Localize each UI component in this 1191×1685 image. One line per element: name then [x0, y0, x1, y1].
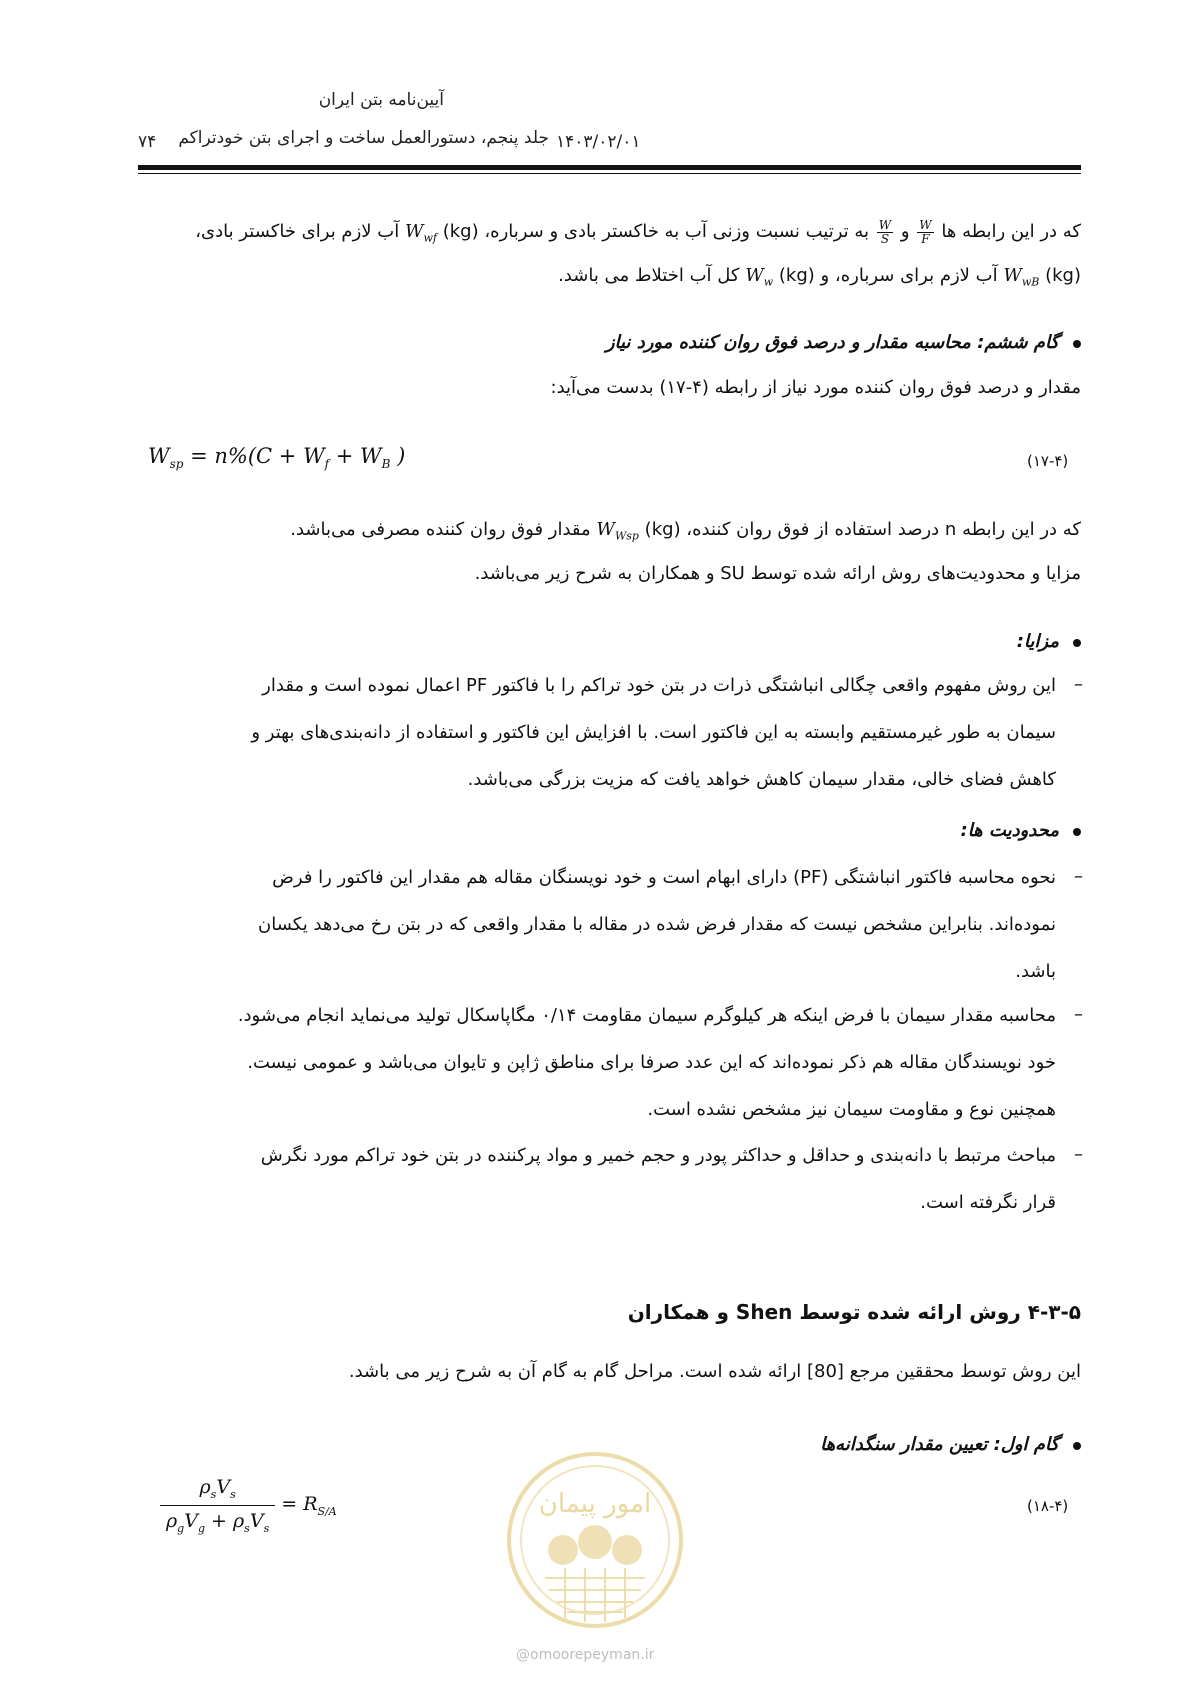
watermark-logo-text: امور پیمان [538, 1489, 652, 1519]
dash-marker: – [1074, 1144, 1083, 1165]
fraction-w-over-f: $\frac{W}{F}$ [919, 217, 932, 246]
symbol-wwf: $W_{wf}$ [404, 221, 437, 245]
limitation-item-1 [116, 860, 1056, 990]
step6-summary: مزایا و محدودیت‌های روش ارائه شده توسط SU و همکاران به شرح زیر می‌باشد. [474, 563, 1081, 584]
text-line: مباحث مرتبط با دانه‌بندی و حداقل و حداکثر پودر و حجم خمیر و مواد پرکننده در بتن خود تراکم مورد نگرش [260, 1145, 1056, 1166]
text-line: قرار نگرفته است. [920, 1192, 1056, 1213]
text-line: نحوه محاسبه فاکتور انباشتگی (PF) دارای ابهام است و خود نویسنگان مقاله هم مقدار این فاکتور را فرض [272, 867, 1056, 888]
step6-intro: مقدار و درصد فوق روان کننده مورد نیاز از رابطه (۴-۱۷) بدست می‌آید: [550, 377, 1081, 398]
bullet-icon [1073, 1442, 1081, 1450]
dash-marker: – [1074, 1004, 1083, 1025]
symbol-ww: $W_w$ [745, 265, 774, 289]
explain-text-b: مقدار فوق روان کننده مصرفی می‌باشد. [290, 519, 591, 540]
step1-title: گام اول: تعیین مقدار سنگدانه‌ها [820, 1434, 1059, 1455]
advantage-item-1 [116, 668, 1056, 798]
volume-title: جلد پنجم، دستورالعمل ساخت و اجرای بتن خودتراکم [178, 128, 549, 148]
step6-explanation [121, 512, 1081, 555]
para1-text-end: آب لازم برای خاکستر بادی، [195, 221, 400, 242]
watermark-url: @omoorepeyman.ir [516, 1647, 655, 1663]
equation-number-18-4: (۱۸-۴) [1027, 1497, 1069, 1515]
bullet-icon [1073, 639, 1081, 647]
fraction-w-over-s: $\frac{W}{S}$ [878, 217, 892, 246]
text-line: سیمان به طور غیرمستقیم وابسته به این فاکتور است. با افزایش این فاکتور و استفاده از دانه‌بندی‌های بهتر و [251, 722, 1056, 743]
section-intro: این روش توسط محققین مرجع [80] ارائه شده است. مراحل گام به گام آن به شرح زیر می باشد. [348, 1361, 1081, 1382]
dash-marker: – [1074, 674, 1083, 695]
para1-line2-text: آب لازم برای سرباره، و (kg) [778, 265, 998, 286]
bullet-icon [1073, 828, 1081, 836]
step6-title: گام ششم: محاسبه مقدار و درصد فوق روان کننده مورد نیاز [605, 332, 1059, 353]
symbol-wwsp: $W_{Wsp}$ [596, 519, 639, 543]
text-line: باشد. [1015, 961, 1056, 982]
text-line: همچنین نوع و مقاومت سیمان نیز مشخص نشده است. [647, 1099, 1056, 1120]
dash-marker: – [1074, 866, 1083, 887]
explain-text-a: که در این رابطه n درصد استفاده از فوق روان کننده، (kg) [644, 519, 1081, 540]
para1-text-and: و [900, 221, 910, 242]
advantages-bullet [681, 631, 1081, 652]
equation-rhs: = $R_{S/A}$ [281, 1492, 337, 1518]
equation-number-17-4: (۱۷-۴) [1027, 452, 1069, 470]
advantages-title: مزایا: [1016, 631, 1059, 652]
limitation-item-2 [116, 998, 1056, 1128]
unit-kg: (kg) [1045, 265, 1081, 286]
bullet-icon [1073, 340, 1081, 348]
section-heading: ۴-۳-۵ روش ارائه شده توسط Shen و همکاران [627, 1300, 1081, 1324]
header-rule-thick [138, 165, 1081, 170]
para1-line1 [121, 214, 1081, 257]
text-line: محاسبه مقدار سیمان با فرض اینکه هر کیلوگرم سیمان مقاومت ۰/۱۴ مگاپاسکال تولید می‌نماید انجام می‌شود. [237, 1005, 1056, 1026]
book-title: آیین‌نامه بتن ایران [318, 90, 444, 110]
text-line: نموده‌اند. بنابراین مشخص نیست که مقدار فرض شده در مقاله با مقدار واقعی که در بتن رخ می‌دهد یکسان [258, 914, 1056, 935]
para1-line2 [121, 258, 1081, 301]
symbol-wwb: $W_{wB}$ [1003, 265, 1040, 289]
fraction-denominator: $\rho_gV_g + \rho_sV_s$ [166, 1509, 270, 1535]
watermark-logo-icon [505, 1450, 685, 1630]
header-rule-thin [138, 173, 1081, 174]
para1-text-mid: به ترتیب نسبت وزنی آب به خاکستر بادی و سرباره، (kg) [442, 221, 870, 242]
page-number: ۷۴ [138, 132, 157, 152]
limitations-title: محدودیت ها: [960, 820, 1059, 841]
limitation-item-3 [116, 1138, 1056, 1221]
text-line: این روش مفهوم واقعی چگالی انباشتگی ذرات در بتن خود تراکم را با فاکتور PF اعمال نموده است و مقدار [262, 675, 1056, 696]
equation-18-4 [160, 1476, 337, 1535]
text-line: خود نویسندگان مقاله هم ذکر نموده‌اند که این عدد صرفا برای مناطق ژاپن و تایوان می‌باشد و عمومی نیست. [247, 1052, 1056, 1073]
fraction-numerator: $\rho_sV_s$ [160, 1476, 275, 1506]
para1-line2-end: کل آب اختلاط می باشد. [558, 265, 740, 286]
step6-bullet [381, 332, 1081, 353]
header-date: ۱۴۰۳/۰۲/۰۱ [556, 132, 641, 152]
limitations-bullet [681, 820, 1081, 841]
para1-text-start: که در این رابطه ها [941, 221, 1081, 242]
text-line: کاهش فضای خالی، مقدار سیمان کاهش خواهد یافت که مزیت بزرگی می‌باشد. [467, 769, 1056, 790]
equation-17-4: $W_{sp} = n\%(C + W_f + W_B$ ) [148, 444, 406, 472]
